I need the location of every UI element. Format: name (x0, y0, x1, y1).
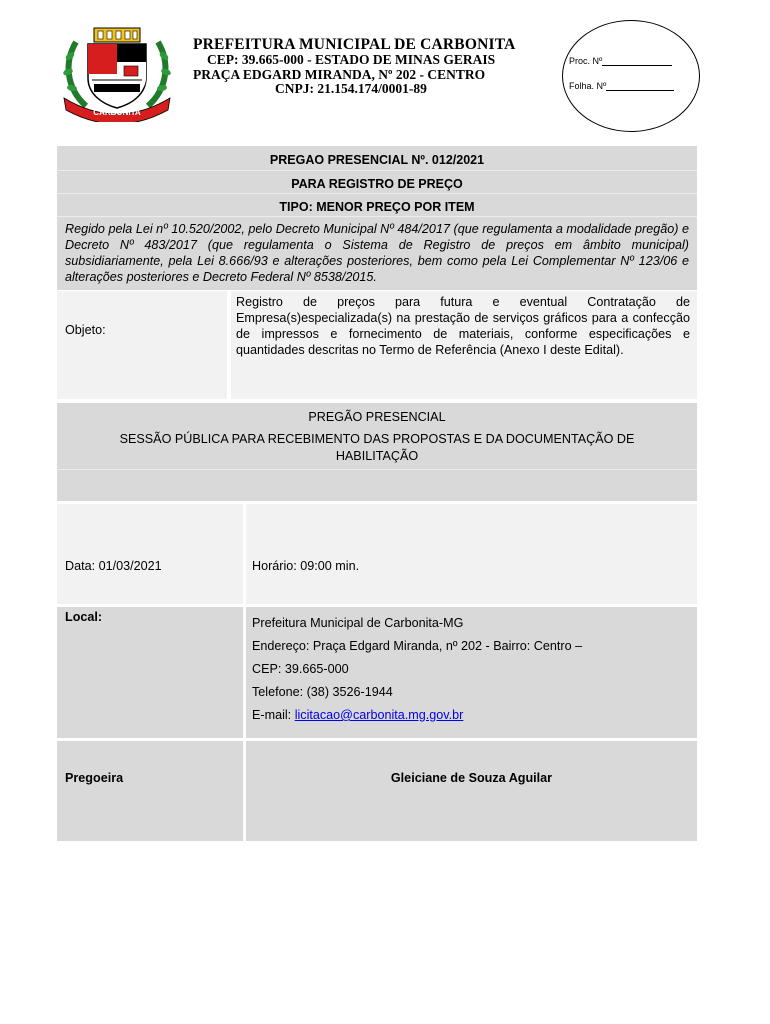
notice-subtitle: PARA REGISTRO DE PREÇO (291, 177, 463, 191)
proc-number-field (569, 56, 672, 66)
local-details-cell (246, 607, 697, 738)
local-address: Endereço: Praça Edgard Miranda, nº 202 - Bairro: Centro – (252, 639, 583, 653)
email-link[interactable]: licitacao@carbonita.mg.gov.br (294, 708, 464, 722)
proc-label: Proc. Nº (569, 56, 603, 66)
folha-number-field (569, 81, 674, 91)
pregoeira-name-cell (246, 741, 697, 841)
folha-label: Folha. Nº (569, 81, 607, 91)
address-line: PRAÇA EDGARD MIRANDA, Nº 202 - CENTRO (193, 67, 486, 82)
local-phone: Telefone: (38) 3526-1944 (252, 685, 393, 699)
crest-banner-text: CARBONITA (93, 108, 141, 117)
local-name: Prefeitura Municipal de Carbonita-MG (252, 616, 464, 630)
notice-type: TIPO: MENOR PREÇO POR ITEM (279, 200, 475, 214)
session-block (57, 403, 697, 501)
pregoeira-label: Pregoeira (65, 771, 124, 785)
local-label: Local: (65, 610, 103, 624)
local-label-cell (57, 607, 243, 738)
email-label: E-mail: (252, 708, 295, 722)
objeto-description: Registro de preços para futura e eventual Contratação de Empresa(s)especializada(s) na prestação de serviços gráficos para a confecção de impressos e fornecimento de materiais, conforme especificações e quantidades descritas no Termo de Referência (Anexo I deste Edital). (236, 295, 690, 357)
date-cell (57, 504, 243, 604)
local-email-line (252, 708, 463, 722)
cnpj-line: CNPJ: 21.154.174/0001-89 (275, 81, 427, 96)
local-cep: CEP: 39.665-000 (252, 662, 349, 676)
objeto-description-cell (231, 291, 697, 399)
time-cell (246, 504, 697, 604)
municipal-crest (58, 22, 176, 122)
notice-title: PREGAO PRESENCIAL Nº. 012/2021 (269, 153, 485, 167)
legal-basis-text: Regido pela Lei nº 10.520/2002, pelo Decreto Municipal Nº 484/2017 (que regulamenta a modalidade pregão) e Decreto Nº 483/2017 (que regulamenta o Sistema de Registro de preços em âmbito municipal) subsidiariamente, pela Lei 8.666/93 e alterações posteriores, bem como pela Lei Complementar Nº 123/06 e alterações posteriores e Decreto Federal Nº 8538/2015. (65, 222, 689, 284)
protocol-stamp (562, 20, 700, 132)
session-modality: PREGÃO PRESENCIAL (308, 410, 446, 424)
notice-heading-block (57, 146, 697, 290)
session-date: Data: 01/03/2021 (65, 559, 162, 573)
pregoeira-label-cell (57, 741, 243, 841)
pregoeira-name: Gleiciane de Souza Aguilar (390, 771, 553, 785)
objeto-label: Objeto: (65, 323, 106, 337)
session-description: SESSÃO PÚBLICA PARA RECEBIMENTO DAS PROPOSTAS E DA DOCUMENTAÇÃO DE HABILITAÇÃO (119, 432, 635, 463)
session-time: Horário: 09:00 min. (252, 559, 360, 573)
postal-code-state: CEP: 39.665-000 - ESTADO DE MINAS GERAIS (207, 52, 496, 67)
municipality-name: PREFEITURA MUNICIPAL DE CARBONITA (193, 36, 516, 53)
objeto-label-cell (57, 291, 227, 399)
